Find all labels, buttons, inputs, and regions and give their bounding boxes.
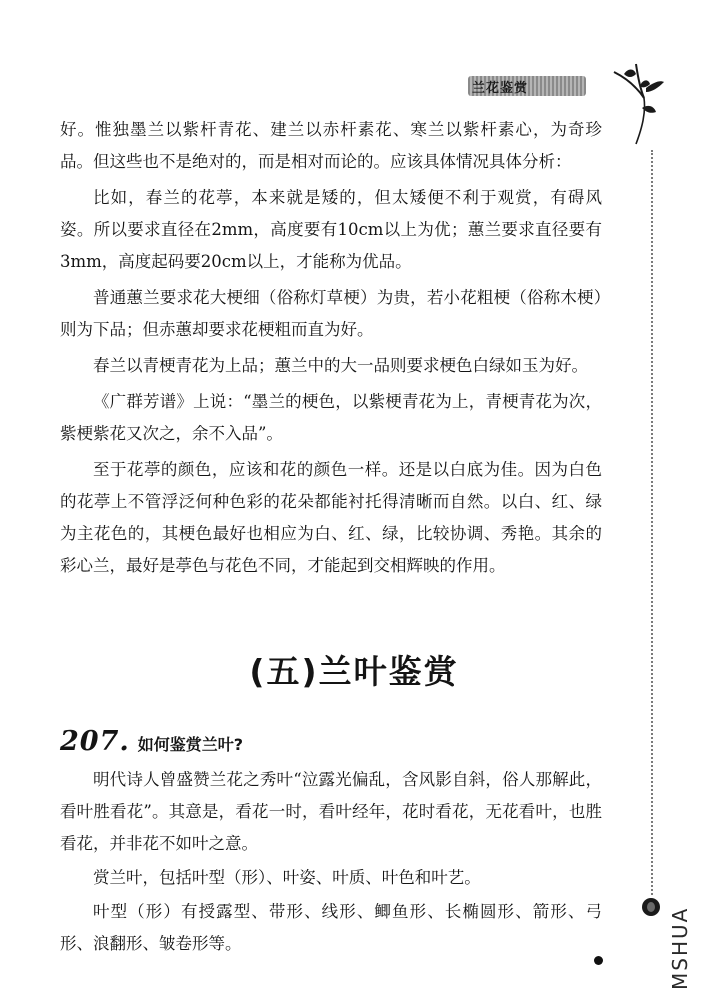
paragraph: 《广群芳谱》上说：“墨兰的梗色，以紫梗青花为上，青梗青花为次，紫梗紫花又次之，余不入品”。 [60,392,602,443]
paragraph: 好。惟独墨兰以紫杆青花、建兰以赤杆素花、寒兰以紫杆素心，为奇珍品。但这些也不是绝对的，而是相对而论的。应该具体情况具体分析： [60,120,602,171]
running-header-label: 兰花鉴赏 [472,81,529,96]
paragraph: 普通蕙兰要求花大梗细（俗称灯草梗）为贵，若小花粗梗（俗称木梗）则为下品；但赤蕙却要求花梗粗而直为好。 [60,288,602,339]
section-title: (五)兰叶鉴赏 [249,652,459,691]
paragraph: 春兰以青梗青花为上品；蕙兰中的大一品则要求梗色白绿如玉为好。 [93,356,588,375]
paragraph: 比如，春兰的花葶，本来就是矮的，但太矮便不利于观赏，有碍风姿。所以要求直径在2mm，高度要有10cm以上为优；蕙兰要求直径要有3mm，高度起码要20cm以上，才能称为优品。 [60,188,602,271]
watermark-text: MSHUA [668,906,692,990]
question-heading [60,726,243,757]
orchid-icon [606,58,666,148]
paragraph: 叶型（形）有授露型、带形、线形、鲫鱼形、长椭圆形、箭形、弓形、浪翻形、皱卷形等。 [60,902,602,953]
page-number-dot [642,898,660,916]
paragraph: 赏兰叶，包括叶型（形）、叶姿、叶质、叶色和叶艺。 [93,868,481,887]
margin-dotted-rule [651,150,653,895]
paragraph: 明代诗人曾盛赞兰花之秀叶“泣露光偏乱，含风影自斜，俗人那解此，看叶胜看花”。其意是，看花一时，看叶经年，花时看花，无花看叶，也胜看花，并非花不如叶之意。 [60,770,602,853]
answer-text-block [60,764,602,960]
question-number: 207. [60,726,130,757]
paragraph: 至于花葶的颜色，应该和花的颜色一样。还是以白底为佳。因为白色的花葶上不管浮泛何种色彩的花朵都能衬托得清晰而自然。以白、红、绿为主花色的，其梗色最好也相应为白、红、绿，比较协调、秀艳。其余的彩心兰，最好是葶色与花色不同，才能起到交相辉映的作用。 [60,460,602,575]
intro-text-block [60,114,602,582]
question-title: 如何鉴赏兰叶? [137,735,244,754]
